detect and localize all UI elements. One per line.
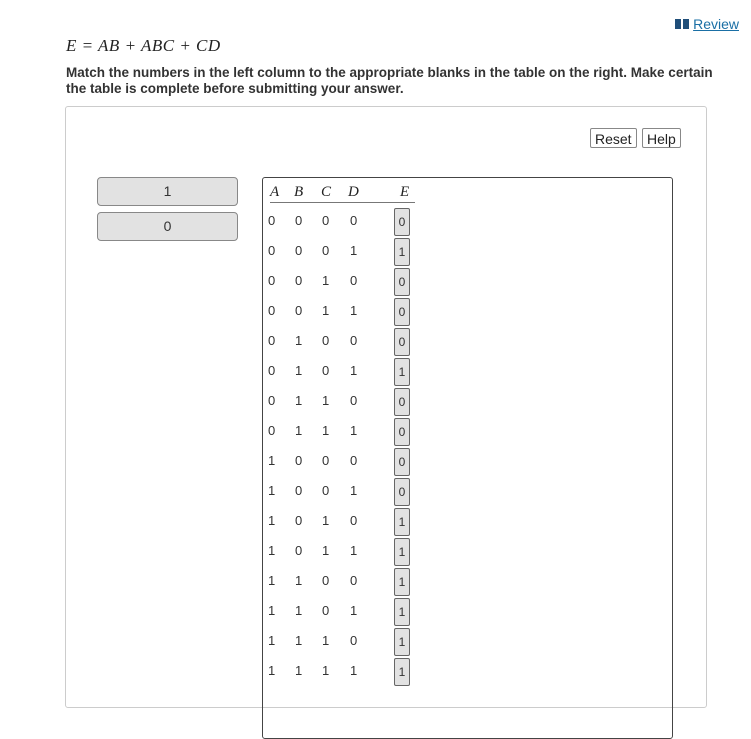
- table-row: [263, 508, 463, 538]
- cell-c: 1: [322, 273, 330, 288]
- cell-c: 0: [322, 483, 330, 498]
- reset-button[interactable]: Reset: [590, 128, 637, 148]
- answer-blank-e[interactable]: 1: [394, 628, 410, 656]
- table-row: [263, 658, 463, 688]
- cell-a: 1: [268, 453, 276, 468]
- answer-blank-e[interactable]: 0: [394, 478, 410, 506]
- answer-blank-e[interactable]: 0: [394, 388, 410, 416]
- table-row: [263, 628, 463, 658]
- cell-c: 1: [322, 633, 330, 648]
- cell-a: 1: [268, 633, 276, 648]
- cell-d: 1: [350, 303, 358, 318]
- cell-b: 1: [295, 423, 303, 438]
- cell-d: 0: [350, 213, 358, 228]
- cell-d: 1: [350, 423, 358, 438]
- cell-d: 1: [350, 483, 358, 498]
- cell-c: 1: [322, 543, 330, 558]
- cell-c: 1: [322, 303, 330, 318]
- header-c: C: [321, 184, 332, 200]
- cell-b: 1: [295, 663, 303, 678]
- cell-b: 1: [295, 333, 303, 348]
- answer-blank-e[interactable]: 1: [394, 508, 410, 536]
- cell-a: 0: [268, 243, 276, 258]
- answer-blank-e[interactable]: 1: [394, 358, 410, 386]
- review-label[interactable]: Review: [693, 16, 739, 32]
- cell-c: 1: [322, 423, 330, 438]
- cell-a: 0: [268, 303, 276, 318]
- table-row: [263, 208, 463, 238]
- table-row: [263, 238, 463, 268]
- table-row: [263, 598, 463, 628]
- cell-b: 1: [295, 573, 303, 588]
- header-b: B: [294, 184, 304, 200]
- cell-d: 1: [350, 363, 358, 378]
- cell-c: 0: [322, 573, 330, 588]
- cell-c: 1: [322, 513, 330, 528]
- table-row: [263, 418, 463, 448]
- cell-c: 0: [322, 243, 330, 258]
- cell-b: 0: [295, 213, 303, 228]
- cell-b: 1: [295, 603, 303, 618]
- header-a: A: [270, 184, 280, 200]
- cell-d: 0: [350, 453, 358, 468]
- cell-b: 0: [295, 303, 303, 318]
- review-link[interactable]: [675, 16, 739, 32]
- cell-c: 1: [322, 393, 330, 408]
- cell-c: 0: [322, 453, 330, 468]
- cell-c: 0: [322, 333, 330, 348]
- cell-b: 0: [295, 513, 303, 528]
- cell-a: 0: [268, 423, 276, 438]
- cell-a: 0: [268, 393, 276, 408]
- cell-d: 0: [350, 333, 358, 348]
- instructions-text: Match the numbers in the left column to the appropriate blanks in the table on the right. Make certain the table is complete before submitting your answer.: [66, 65, 713, 96]
- answer-blank-e[interactable]: 0: [394, 208, 410, 236]
- cell-d: 1: [350, 543, 358, 558]
- help-button[interactable]: Help: [642, 128, 681, 148]
- table-row: [263, 358, 463, 388]
- choice-tile-1[interactable]: 1: [97, 177, 238, 206]
- cell-a: 0: [268, 273, 276, 288]
- cell-b: 1: [295, 633, 303, 648]
- answer-blank-e[interactable]: 0: [394, 418, 410, 446]
- cell-d: 0: [350, 393, 358, 408]
- cell-a: 1: [268, 663, 276, 678]
- cell-d: 0: [350, 273, 358, 288]
- equation: E = AB + ABC + CD: [66, 36, 221, 55]
- answer-blank-e[interactable]: 1: [394, 538, 410, 566]
- cell-d: 1: [350, 243, 358, 258]
- table-row: [263, 448, 463, 478]
- question-panel: [65, 106, 707, 708]
- cell-c: 0: [322, 603, 330, 618]
- answer-blank-e[interactable]: 1: [394, 238, 410, 266]
- cell-a: 1: [268, 483, 276, 498]
- header-d: D: [348, 184, 359, 200]
- cell-d: 0: [350, 633, 358, 648]
- cell-c: 0: [322, 363, 330, 378]
- cell-d: 0: [350, 513, 358, 528]
- cell-d: 1: [350, 603, 358, 618]
- cell-a: 1: [268, 513, 276, 528]
- answer-blank-e[interactable]: 0: [394, 448, 410, 476]
- table-row: [263, 328, 463, 358]
- cell-c: 0: [322, 213, 330, 228]
- table-row: [263, 538, 463, 568]
- table-row: [263, 568, 463, 598]
- answer-blank-e[interactable]: 0: [394, 268, 410, 296]
- cell-a: 0: [268, 363, 276, 378]
- truth-table: [262, 177, 673, 739]
- cell-a: 0: [268, 333, 276, 348]
- answer-blank-e[interactable]: 0: [394, 328, 410, 356]
- cell-b: 0: [295, 543, 303, 558]
- cell-b: 0: [295, 453, 303, 468]
- header-e: E: [400, 184, 410, 200]
- truth-table-header: [270, 186, 415, 203]
- book-icon: [675, 19, 690, 29]
- choice-tile-0[interactable]: 0: [97, 212, 238, 241]
- table-row: [263, 298, 463, 328]
- cell-d: 1: [350, 663, 358, 678]
- cell-a: 1: [268, 603, 276, 618]
- cell-c: 1: [322, 663, 330, 678]
- cell-d: 0: [350, 573, 358, 588]
- cell-a: 1: [268, 573, 276, 588]
- cell-b: 1: [295, 363, 303, 378]
- answer-blank-e[interactable]: 0: [394, 298, 410, 326]
- cell-a: 1: [268, 543, 276, 558]
- table-row: [263, 478, 463, 508]
- cell-b: 0: [295, 243, 303, 258]
- cell-a: 0: [268, 213, 276, 228]
- cell-b: 1: [295, 393, 303, 408]
- answer-blank-e[interactable]: 1: [394, 598, 410, 626]
- cell-b: 0: [295, 273, 303, 288]
- table-row: [263, 268, 463, 298]
- cell-b: 0: [295, 483, 303, 498]
- table-row: [263, 388, 463, 418]
- answer-blank-e[interactable]: 1: [394, 658, 410, 686]
- answer-blank-e[interactable]: 1: [394, 568, 410, 596]
